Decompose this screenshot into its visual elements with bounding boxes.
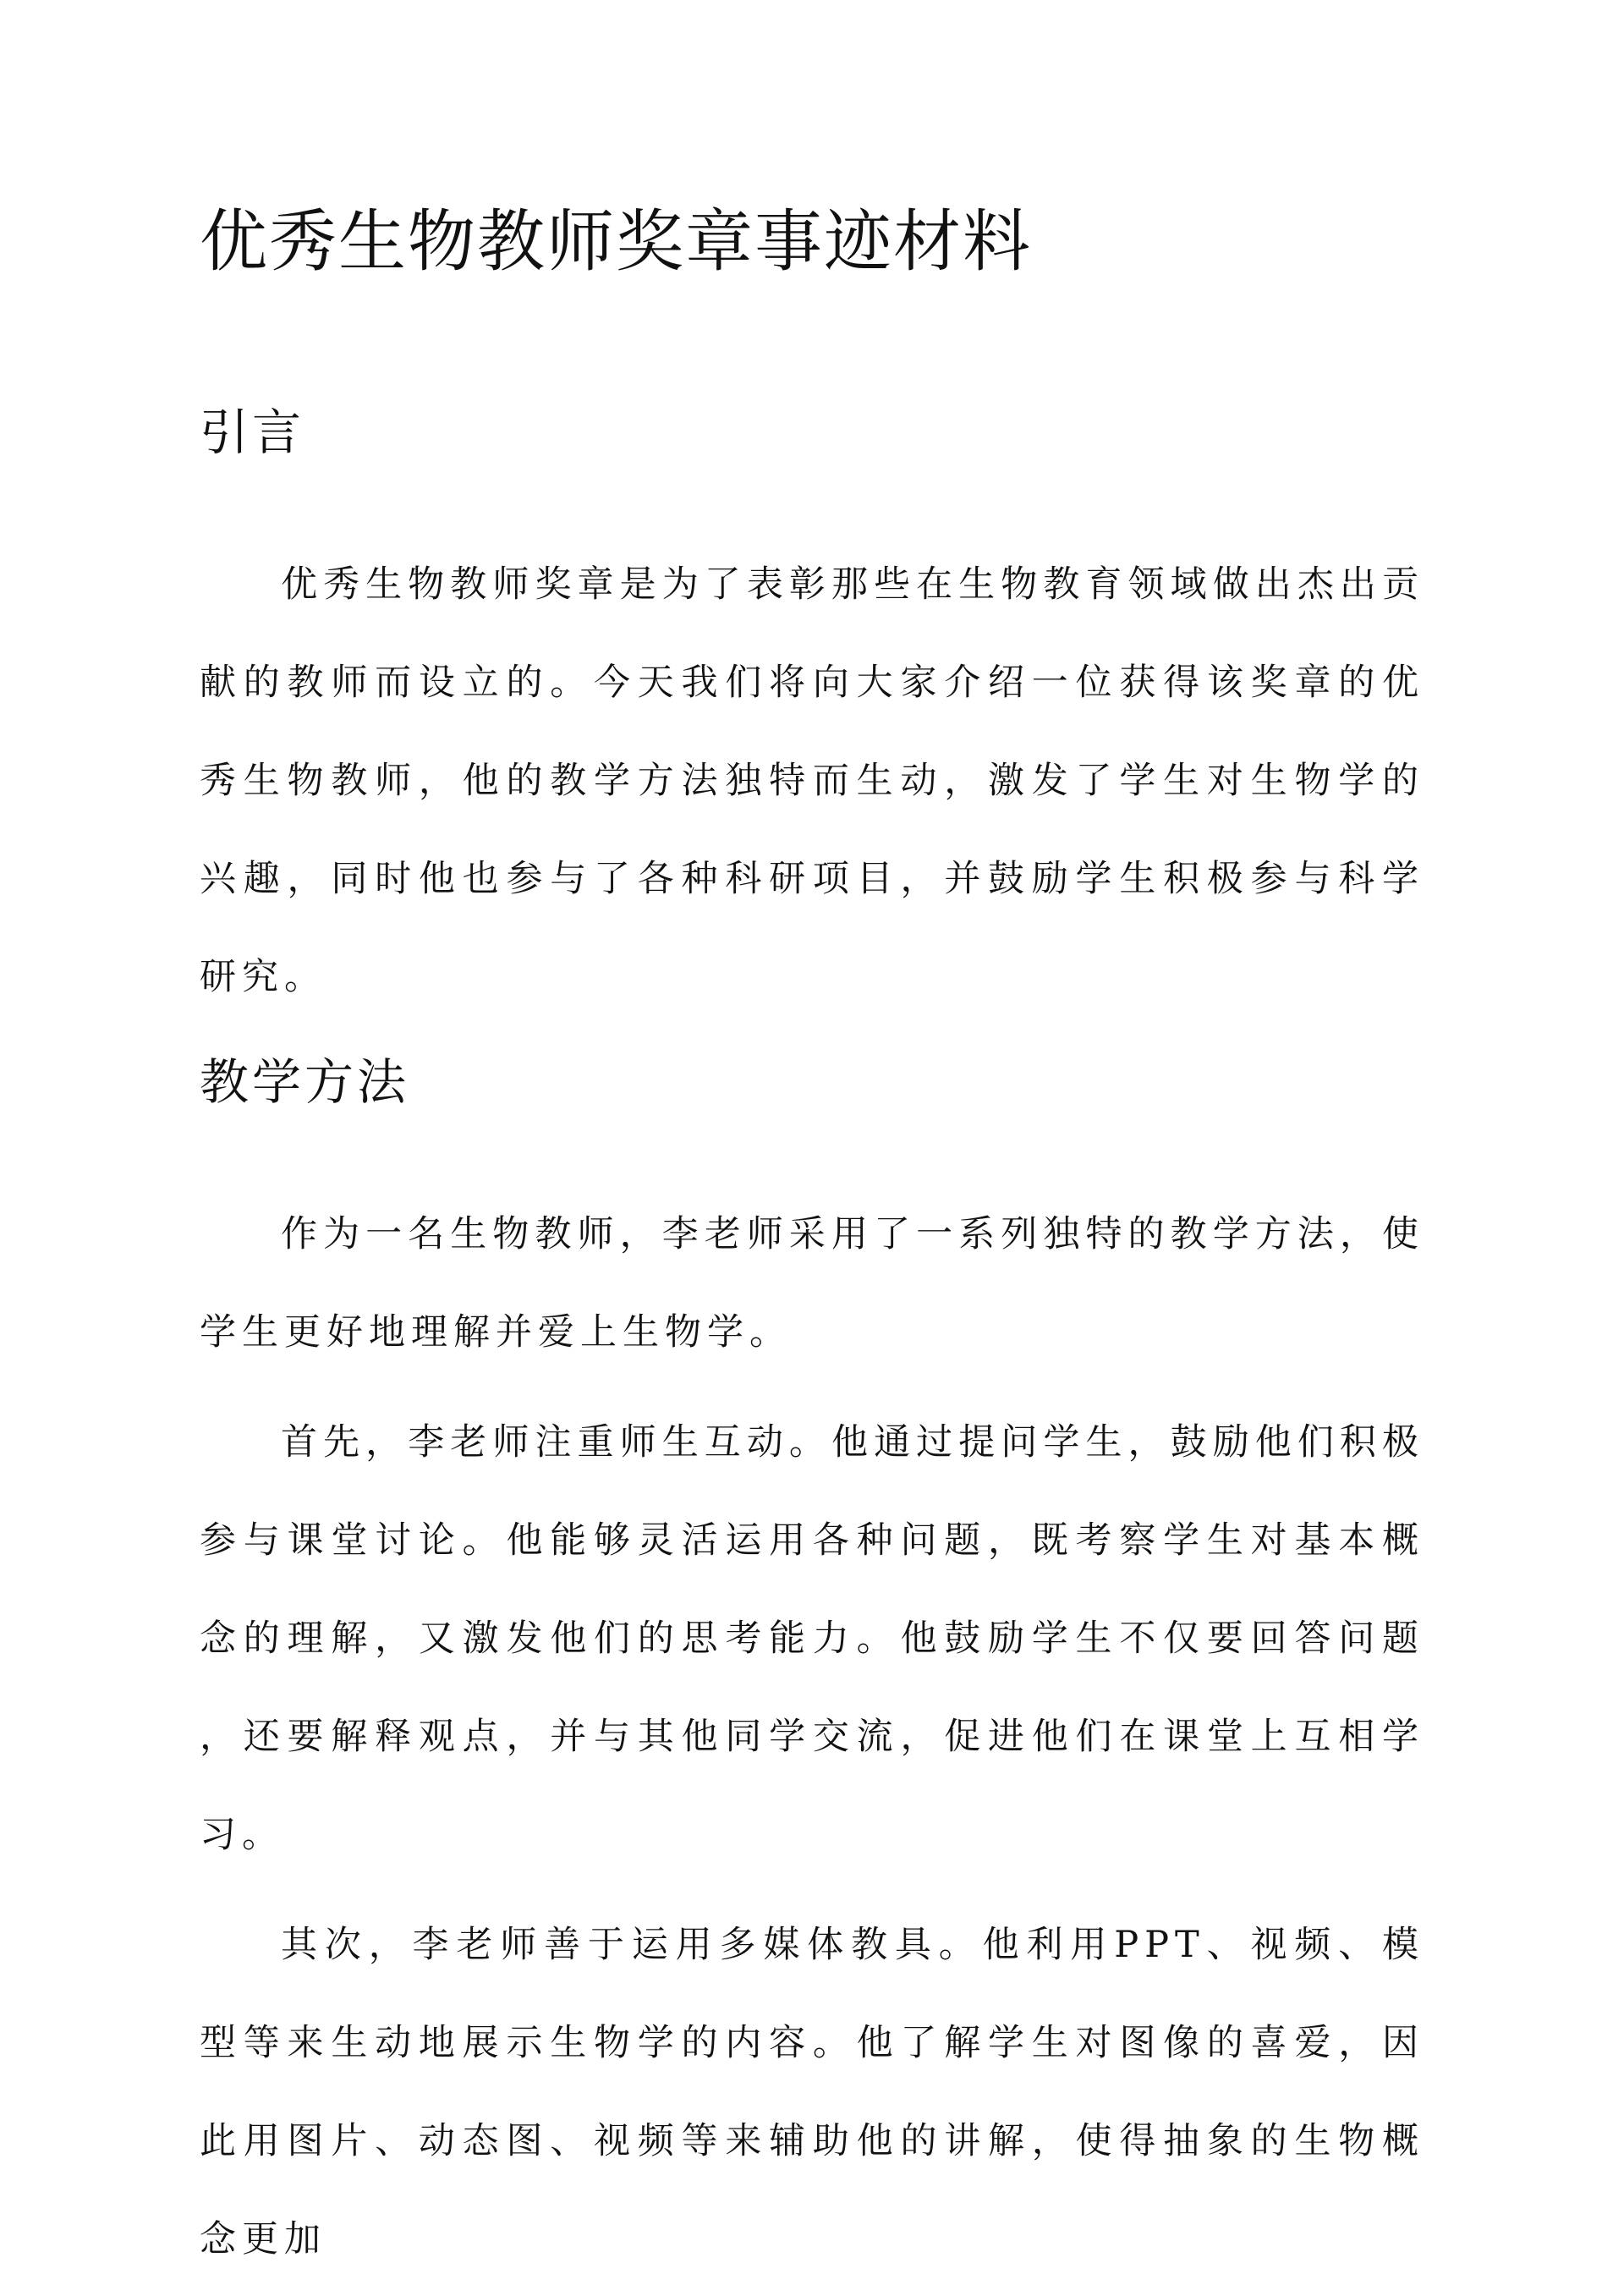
teaching-paragraph-multimedia: 其次，李老师善于运用多媒体教具。他利用PPT、视频、模型等来生动地展示生物学的内容。他了解学生对图像的喜爱，因此用图片、动态图、视频等来辅助他的讲解，使得抽象的生物概念更加 <box>200 1924 1424 2260</box>
teaching-paragraph-interaction: 首先，李老师注重师生互动。他通过提问学生，鼓励他们积极参与课堂讨论。他能够灵活运用各种问题，既考察学生对基本概念的理解，又激发他们的思考能力。他鼓励学生不仅要回答问题，还要解释观点，并与其他同学交流，促进他们在课堂上互相学习。 <box>200 1421 1424 1856</box>
section-heading-introduction: 引言 <box>200 404 305 461</box>
section-teaching-methods <box>200 1048 1424 2288</box>
document-body <box>200 200 1424 2288</box>
document-title: 优秀生物教师奖章事迹材料 <box>200 202 1032 281</box>
section-heading-teaching-methods: 教学方法 <box>200 1053 410 1111</box>
section-introduction <box>200 398 1424 1026</box>
teaching-paragraph-overview: 作为一名生物教师，李老师采用了一系列独特的教学方法，使学生更好地理解并爱上生物学。 <box>200 1213 1424 1354</box>
intro-paragraph: 优秀生物教师奖章是为了表彰那些在生物教育领域做出杰出贡献的教师而设立的。今天我们将向大家介绍一位获得该奖章的优秀生物教师，他的教学方法独特而生动，激发了学生对生物学的兴趣，同时他也参与了各种科研项目，并鼓励学生积极参与科学研究。 <box>200 563 1424 998</box>
